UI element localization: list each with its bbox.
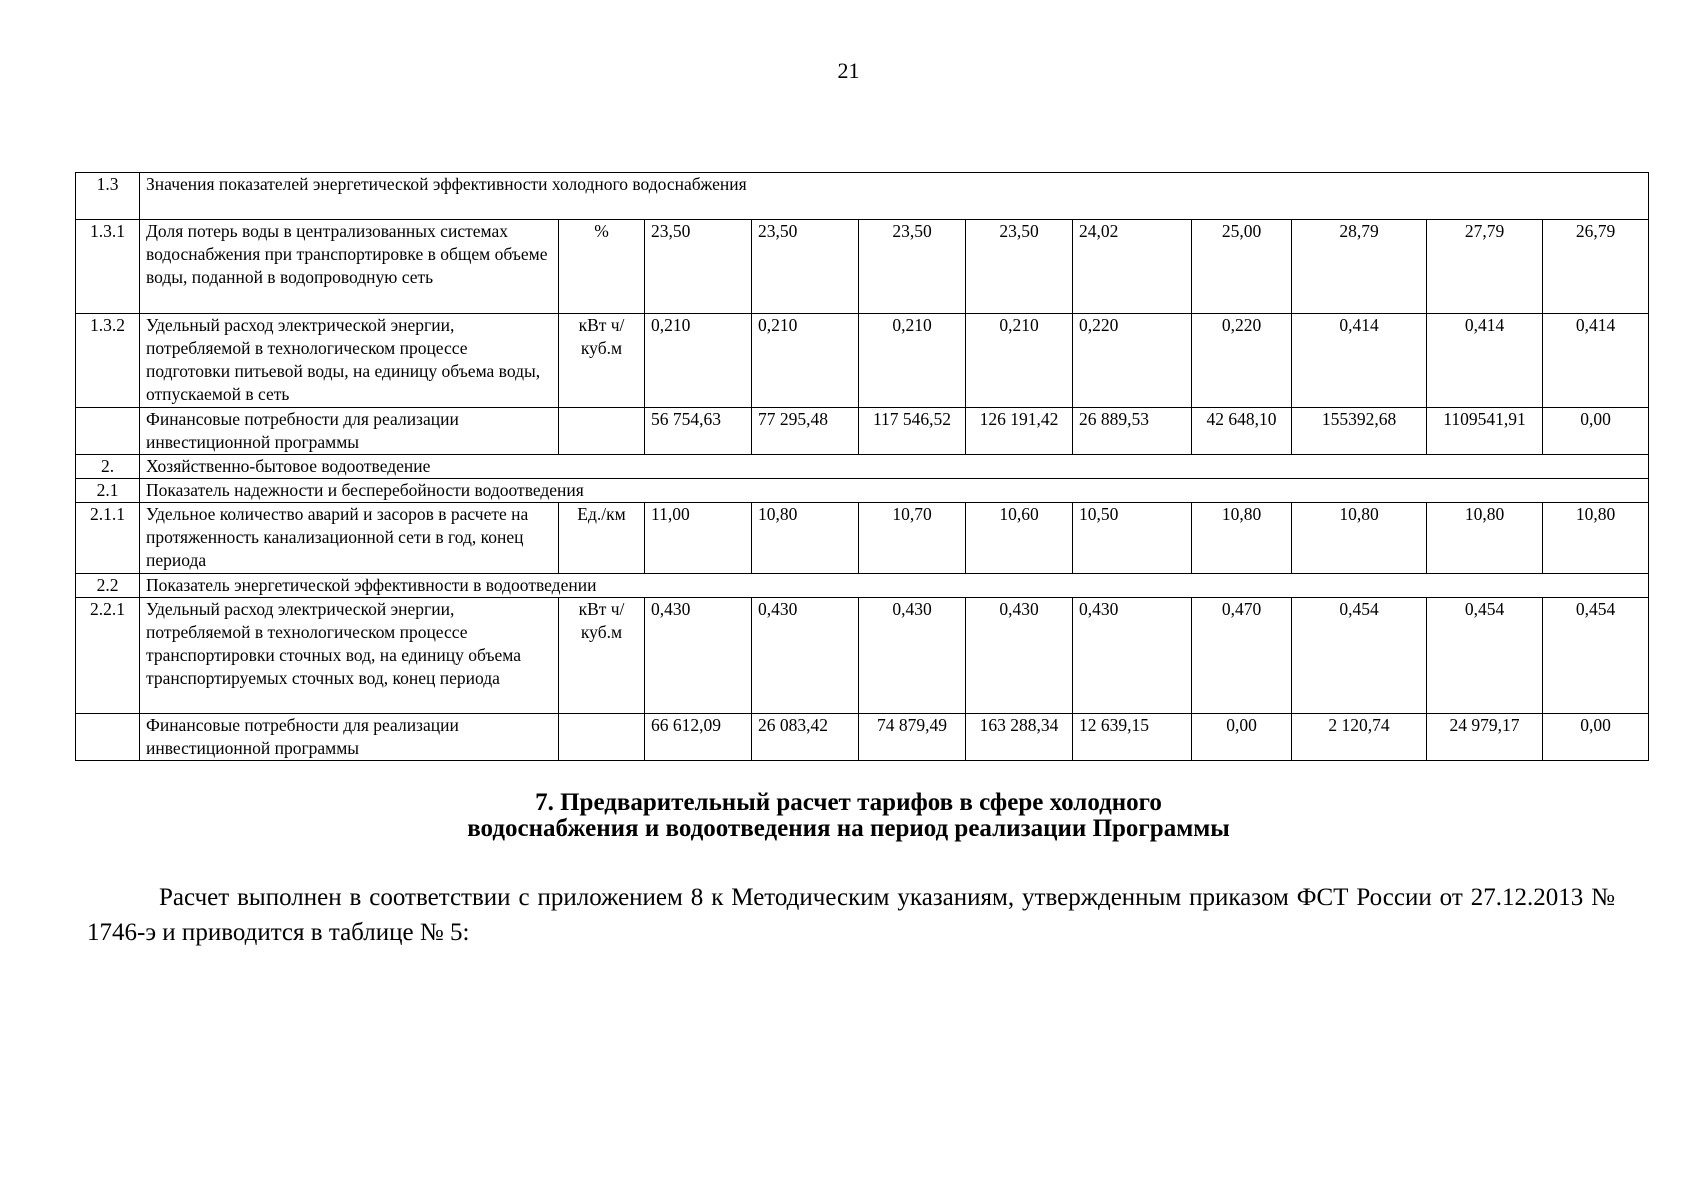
value-cell: 10,70 [859,503,966,574]
value-cell: 74 879,49 [859,714,966,761]
value-cell: 0,210 [966,314,1073,408]
value-cell: 0,220 [1192,314,1292,408]
section-title [0,790,1697,842]
value-cell: 42 648,10 [1192,408,1292,455]
value-cell: 25,00 [1192,220,1292,314]
section-title-line-2: водоснабжения и водоотведения на период реализации Программы [467,815,1230,842]
section-title-line-1: 7. Предварительный расчет тарифов в сфере холодного [535,789,1162,816]
row-number: 2. [76,455,140,479]
row-description: Показатель надежности и бесперебойности водоотведения [140,479,1649,503]
value-cell: 0,414 [1543,314,1649,408]
row-description: Хозяйственно-бытовое водоотведение [140,455,1649,479]
row-description: Удельный расход электрической энергии, потребляемой в технологическом процессе транспортировки сточных вод, на единицу объема транспортируемых сточных вод, конец периода [140,598,559,714]
row-unit: Ед./км [559,503,645,574]
value-cell: 23,50 [859,220,966,314]
value-cell: 10,50 [1073,503,1192,574]
table-row [76,598,1649,714]
row-unit [559,714,645,761]
value-cell: 0,470 [1192,598,1292,714]
value-cell: 10,80 [752,503,859,574]
row-unit: кВт ч/куб.м [559,598,645,714]
value-cell: 0,430 [859,598,966,714]
value-cell: 26,79 [1543,220,1649,314]
row-number: 2.2.1 [76,598,140,714]
row-unit [559,408,645,455]
value-cell: 23,50 [752,220,859,314]
table-row [76,314,1649,408]
value-cell: 12 639,15 [1073,714,1192,761]
table-row [76,479,1649,503]
value-cell: 0,220 [1073,314,1192,408]
value-cell: 0,430 [1073,598,1192,714]
value-cell: 0,430 [645,598,752,714]
value-cell: 26 889,53 [1073,408,1192,455]
value-cell: 24 979,17 [1427,714,1543,761]
page-number: 21 [837,58,860,83]
row-description: Значения показателей энергетической эффективности холодного водоснабжения [140,173,1649,220]
value-cell: 66 612,09 [645,714,752,761]
row-description: Финансовые потребности для реализации инвестиционной программы [140,408,559,455]
value-cell: 10,80 [1543,503,1649,574]
value-cell: 10,80 [1192,503,1292,574]
indicators-table [75,172,1649,761]
body-paragraph: Расчет выполнен в соответствии с приложением 8 к Методическим указаниям, утвержденным приказом ФСТ России от 27.12.2013 № 1746-э и приводится в таблице № 5: [87,884,1615,946]
row-number: 2.2 [76,574,140,598]
table-row [76,714,1649,761]
row-unit: % [559,220,645,314]
value-cell: 1109541,91 [1427,408,1543,455]
row-description: Показатель энергетической эффективности в водоотведении [140,574,1649,598]
value-cell: 0,210 [752,314,859,408]
row-number: 1.3 [76,173,140,220]
value-cell: 126 191,42 [966,408,1073,455]
value-cell: 0,210 [859,314,966,408]
value-cell: 10,60 [966,503,1073,574]
table-row [76,574,1649,598]
row-number: 2.1 [76,479,140,503]
value-cell: 10,80 [1427,503,1543,574]
value-cell: 10,80 [1292,503,1427,574]
value-cell: 0,454 [1543,598,1649,714]
value-cell: 117 546,52 [859,408,966,455]
table-row [76,408,1649,455]
value-cell: 0,430 [752,598,859,714]
value-cell: 27,79 [1427,220,1543,314]
value-cell: 26 083,42 [752,714,859,761]
value-cell: 28,79 [1292,220,1427,314]
table-row [76,173,1649,220]
value-cell: 0,210 [645,314,752,408]
value-cell: 24,02 [1073,220,1192,314]
value-cell: 11,00 [645,503,752,574]
value-cell: 0,430 [966,598,1073,714]
row-description: Доля потерь воды в централизованных системах водоснабжения при транспортировке в общем объеме воды, поданной в водопроводную сеть [140,220,559,314]
table-row [76,503,1649,574]
table-row [76,220,1649,314]
row-unit: кВт ч/куб.м [559,314,645,408]
value-cell: 155392,68 [1292,408,1427,455]
value-cell: 0,414 [1427,314,1543,408]
row-number: 2.1.1 [76,503,140,574]
row-number: 1.3.1 [76,220,140,314]
row-description: Удельное количество аварий и засоров в расчете на протяженность канализационной сети в год, конец периода [140,503,559,574]
value-cell: 0,454 [1427,598,1543,714]
value-cell: 0,414 [1292,314,1427,408]
value-cell: 163 288,34 [966,714,1073,761]
value-cell: 23,50 [645,220,752,314]
table-row [76,455,1649,479]
row-number [76,408,140,455]
value-cell: 0,00 [1543,408,1649,455]
value-cell: 0,454 [1292,598,1427,714]
value-cell: 77 295,48 [752,408,859,455]
value-cell: 0,00 [1543,714,1649,761]
row-description: Удельный расход электрической энергии, потребляемой в технологическом процессе подготовки питьевой воды, на единицу объема воды, отпускаемой в сеть [140,314,559,408]
value-cell: 2 120,74 [1292,714,1427,761]
value-cell: 56 754,63 [645,408,752,455]
value-cell: 0,00 [1192,714,1292,761]
row-number [76,714,140,761]
row-description: Финансовые потребности для реализации инвестиционной программы [140,714,559,761]
value-cell: 23,50 [966,220,1073,314]
row-number: 1.3.2 [76,314,140,408]
